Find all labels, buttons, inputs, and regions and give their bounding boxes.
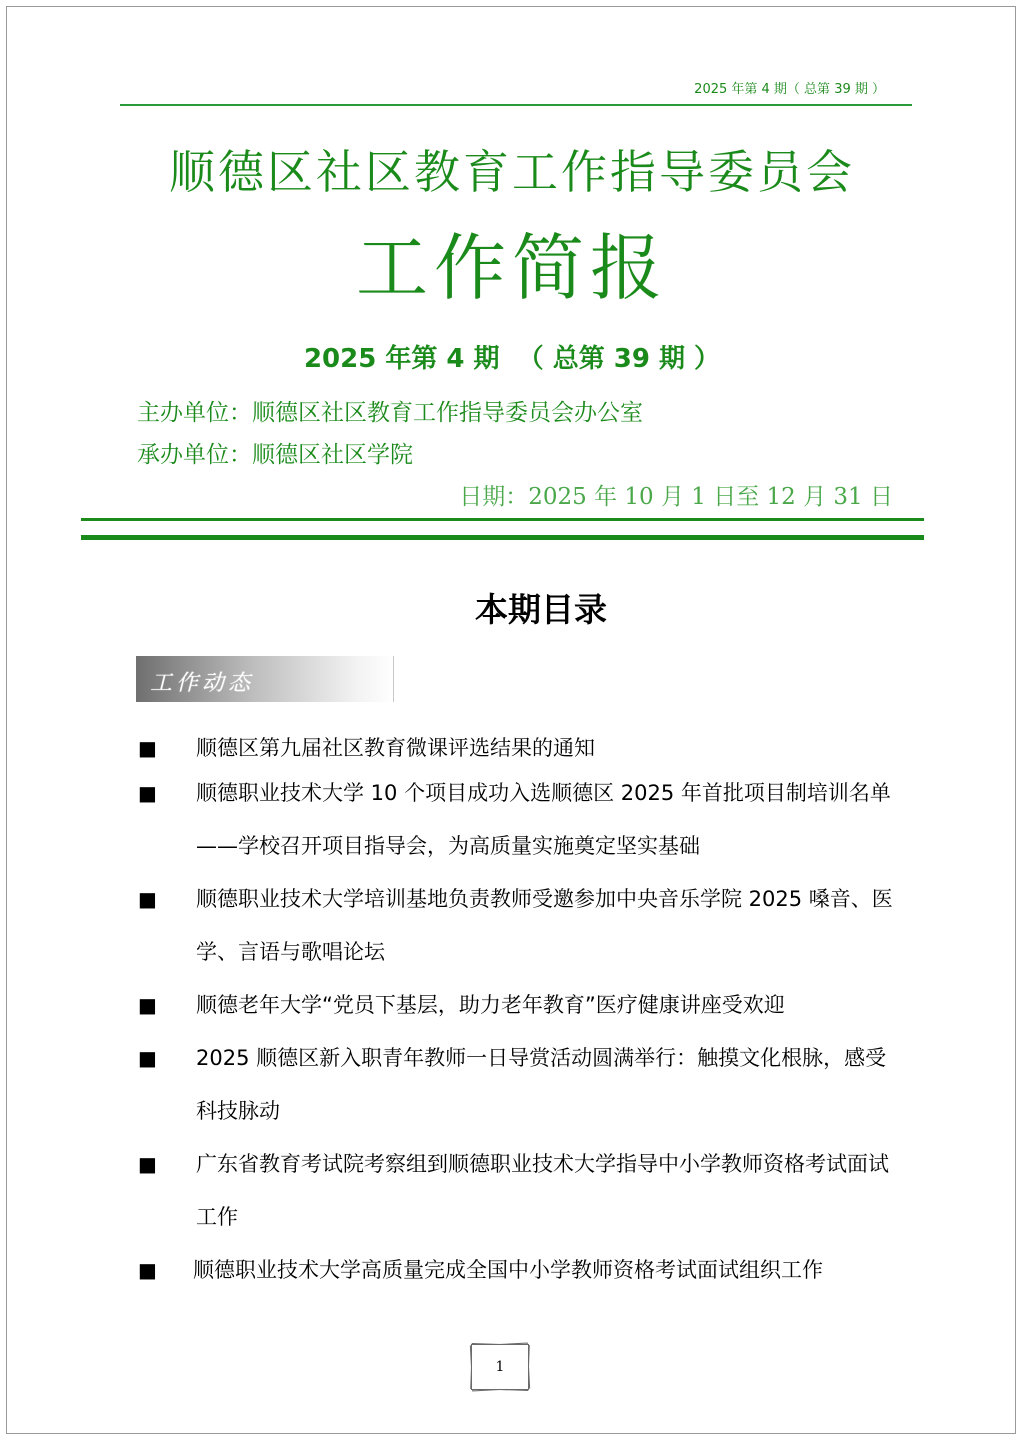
toc-item-text[interactable]: 2025 顺德区新入职青年教师一日导赏活动圆满举行：触摸文化根脉，感受科技脉动	[196, 1046, 887, 1123]
toc-item-text[interactable]: 广东省教育考试院考察组到顺德职业技术大学指导中小学教师资格考试面试工作	[196, 1152, 889, 1229]
toc-item-text[interactable]: 顺德老年大学“党员下基层，助力老年教育”医疗健康讲座受欢迎	[196, 993, 785, 1017]
bullet-square-icon: ■	[138, 887, 157, 911]
header-issue-label: 2025 年第 4 期（ 总第 39 期 ）	[694, 82, 885, 97]
bullet-square-icon: ■	[138, 736, 157, 760]
toc-item-text[interactable]: 顺德职业技术大学高质量完成全国中小学教师资格考试面试组织工作	[193, 1258, 823, 1282]
bullet-square-icon: ■	[138, 1152, 157, 1176]
toc-item-text[interactable]: 顺德区第九届社区教育微课评选结果的通知	[196, 736, 595, 760]
bullet-square-icon: ■	[138, 1046, 157, 1070]
toc-item-text[interactable]: 顺德职业技术大学 10 个项目成功入选顺德区 2025 年首批项目制培训名单——学校召开项目指导会，为高质量实施奠定坚实基础	[196, 781, 891, 858]
issue-number: 2025 年第 4 期 （ 总第 39 期 ）	[303, 344, 721, 374]
bullet-square-icon: ■	[138, 993, 157, 1017]
organizer: 承办单位：顺德区社区学院	[137, 442, 413, 468]
bullet-square-icon: ■	[138, 1258, 157, 1282]
org-title: 顺德区社区教育工作指导委员会	[169, 145, 855, 199]
toc-item-text[interactable]: 顺德职业技术大学培训基地负责教师受邀参加中央音乐学院 2025 嗓音、医学、言语与歌唱论坛	[196, 887, 893, 964]
masthead-rule-thin	[81, 518, 924, 521]
section-banner-divider	[393, 656, 394, 702]
masthead-rule-thick	[81, 535, 924, 540]
page-number: 1	[495, 1359, 505, 1375]
header-rule	[120, 104, 912, 106]
bulletin-title: 工作简报	[355, 226, 668, 310]
section-label: 工作动态	[150, 671, 255, 696]
bullet-square-icon: ■	[138, 781, 157, 805]
date-range: 日期：2025 年 10 月 1 日至 12 月 31 日	[459, 484, 893, 510]
page-number-box	[468, 1340, 532, 1394]
host-organization: 主办单位：顺德区社区教育工作指导委员会办公室	[137, 400, 643, 426]
toc-title: 本期目录	[475, 590, 607, 629]
